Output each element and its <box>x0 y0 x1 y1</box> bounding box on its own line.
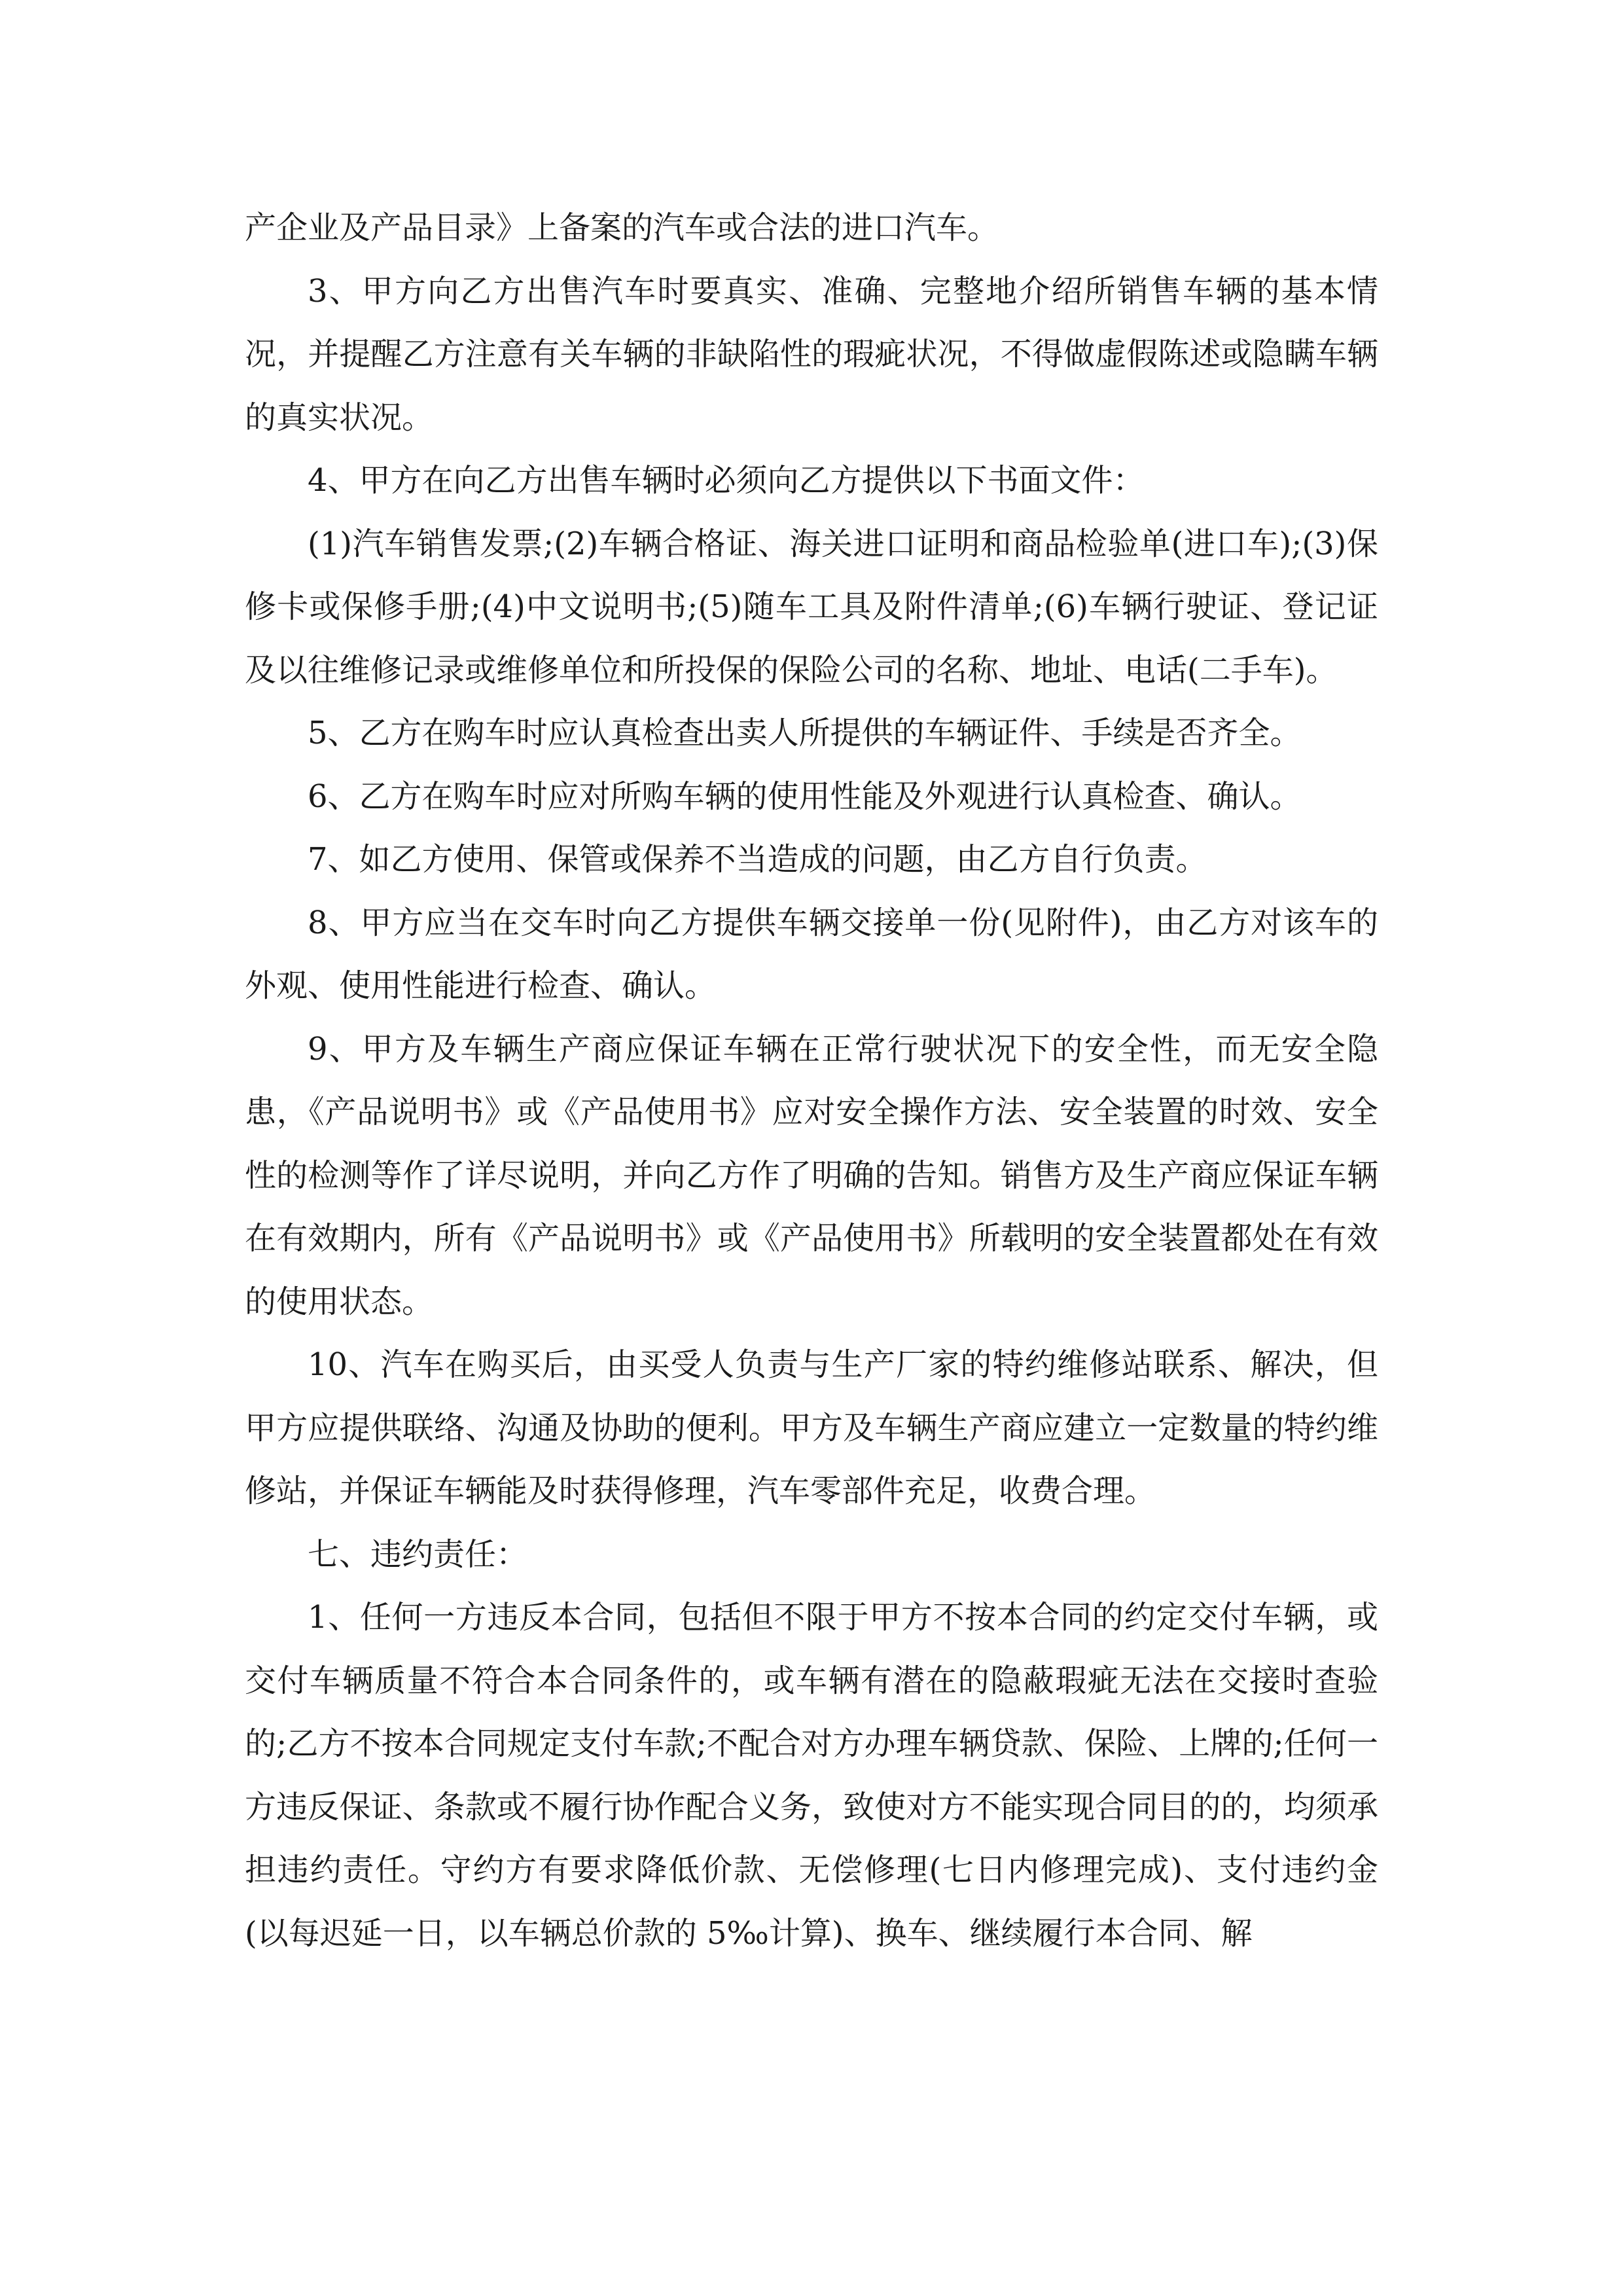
paragraph-clause-6: 6、乙方在购车时应对所购车辆的使用性能及外观进行认真检查、确认。 <box>308 778 1302 815</box>
paragraph-clause-8: 8、甲方应当在交车时向乙方提供车辆交接单一份(见附件)，由乙方对该车的外观、使用性能进行检查、确认。 <box>245 904 1378 1004</box>
paragraph-document-list: (1)汽车销售发票;(2)车辆合格证、海关进口证明和商品检验单(进口车);(3)保修卡或保修手册;(4)中文说明书;(5)随车工具及附件清单;(6)车辆行驶证、登记证及以往维修记录或维修单位和所投保的保险公司的名称、地址、电话(二手车)。 <box>245 525 1378 689</box>
paragraph-clause-4: 4、甲方在向乙方出售车辆时必须向乙方提供以下书面文件： <box>308 462 1145 499</box>
paragraph-breach-clause-1: 1、任何一方违反本合同，包括但不限于甲方不按本合同的约定交付车辆，或交付车辆质量不符合本合同条件的，或车辆有潜在的隐蔽瑕疵无法在交接时查验的;乙方不按本合同规定支付车款;不配合对方办理车辆贷款、保险、上牌的;任何一方违反保证、条款或不履行协作配合义务，致使对方不能实现合同目的的，均须承担违约责任。守约方有要求降低价款、无偿修理(七日内修理完成)、支付违约金(以每迟延一日，以车辆总价款的 5‰计算)、换车、继续履行本合同、解 <box>245 1599 1378 1952</box>
paragraph-clause-3: 3、甲方向乙方出售汽车时要真实、准确、完整地介绍所销售车辆的基本情况，并提醒乙方注意有关车辆的非缺陷性的瑕疵状况，不得做虚假陈述或隐瞒车辆的真实状况。 <box>245 272 1378 436</box>
paragraph-clause-9: 9、甲方及车辆生产商应保证车辆在正常行驶状况下的安全性，而无安全隐患，《产品说明书》或《产品使用书》应对安全操作方法、安全装置的时效、安全性的检测等作了详尽说明，并向乙方作了明确的告知。销售方及生产商应保证车辆在有效期内，所有《产品说明书》或《产品使用书》所载明的安全装置都处在有效的使用状态。 <box>245 1030 1378 1320</box>
paragraph-continuation: 产企业及产品目录》上备案的汽车或合法的进口汽车。 <box>245 209 999 246</box>
document-body <box>245 196 1378 1965</box>
paragraph-clause-7: 7、如乙方使用、保管或保养不当造成的问题，由乙方自行负责。 <box>308 841 1207 878</box>
paragraph-clause-10: 10、汽车在购买后，由买受人负责与生产厂家的特约维修站联系、解决，但甲方应提供联络、沟通及协助的便利。甲方及车辆生产商应建立一定数量的特约维修站，并保证车辆能及时获得修理，汽车零部件充足，收费合理。 <box>245 1346 1378 1509</box>
paragraph-clause-5: 5、乙方在购车时应认真检查出卖人所提供的车辆证件、手续是否齐全。 <box>308 715 1302 751</box>
section-heading-breach-liability: 七、违约责任： <box>308 1535 528 1573</box>
